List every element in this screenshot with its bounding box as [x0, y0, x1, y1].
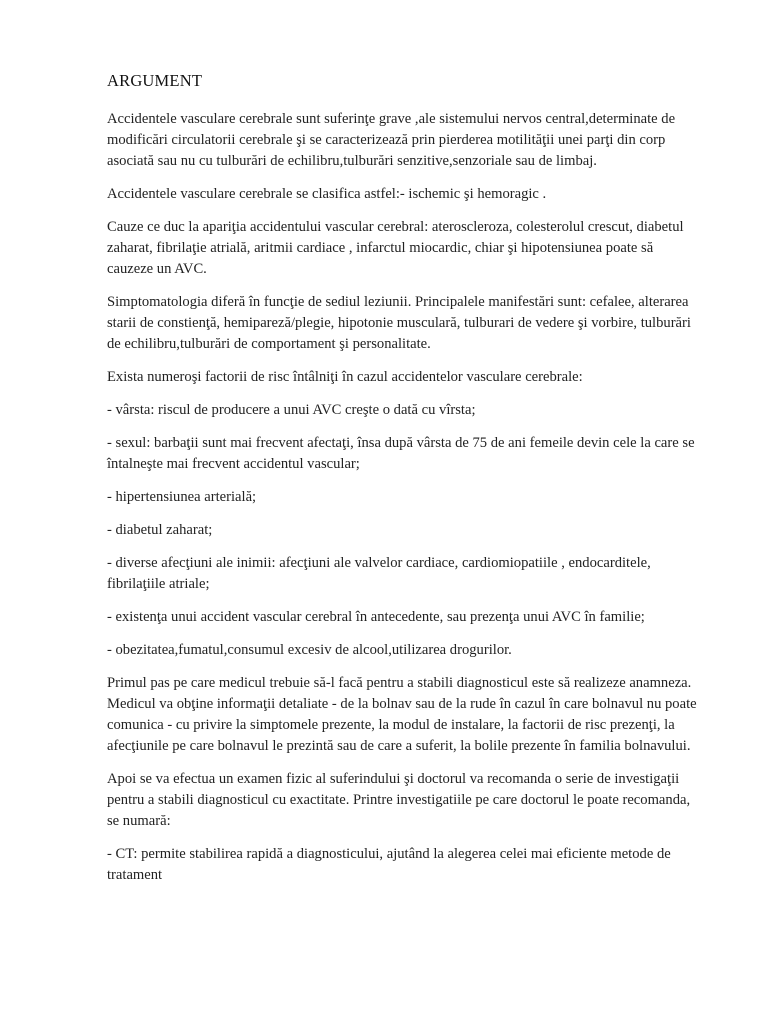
paragraph-risk-factors-intro: Exista numeroşi factorii de risc întâlniţi în cazul accidentelor vasculare cerebrale:	[107, 369, 583, 385]
list-item-sex: - sexul: barbaţii sunt mai frecvent afectaţi, însa după vârsta de 75 de ani femeile devin cele la care se întalneşte mai frecvent accidentul vascular;	[107, 435, 695, 472]
paragraph-classification: Accidentele vasculare cerebrale se clasifica astfel:- ischemic şi hemoragic .	[107, 186, 547, 202]
paragraph-causes: Cauze ce duc la apariţia accidentului vascular cerebral: ateroscleroza, colesterolul crescut, diabetul zaharat, fibrilaţie atrială, aritmii cardiace , infarctul miocardic, chiar şi hipotensiunea poate să cauzeze un AVC.	[107, 219, 684, 277]
document-title: ARGUMENT	[107, 71, 203, 90]
list-item-history: - existenţa unui accident vascular cerebral în antecedente, sau prezenţa unui AVC în familie;	[107, 609, 645, 625]
paragraph-investigations: Apoi se va efectua un examen fizic al suferindului şi doctorul va recomanda o serie de investigaţii pentru a stabili diagnosticul cu exactitate. Printre investigatiile pe care doctorul le poate recomanda, se numară:	[107, 771, 691, 829]
paragraph-symptoms: Simptomatologia diferă în funcţie de sediul leziunii. Principalele manifestări sunt: cefalee, alterarea starii de constienţă, hemipareză/plegie, hipotonie musculară, tulburari de vedere şi vorbire, tulburări de echilibru,tulburări de comportament şi personalitate.	[107, 294, 691, 352]
list-item-lifestyle: - obezitatea,fumatul,consumul excesiv de alcool,utilizarea drogurilor.	[107, 642, 512, 658]
list-item-ct: - CT: permite stabilirea rapidă a diagnosticului, ajutând la alegerea celei mai eficiente metode de tratament	[107, 846, 671, 883]
list-item-diabetes: - diabetul zaharat;	[107, 522, 213, 538]
list-item-hypertension: - hipertensiunea arterială;	[107, 489, 257, 505]
document-page	[107, 70, 699, 898]
list-item-age: - vârsta: riscul de producere a unui AVC creşte o dată cu vîrsta;	[107, 402, 476, 418]
paragraph-definition: Accidentele vasculare cerebrale sunt suferinţe grave ,ale sistemului nervos central,determinate de modificări circulatorii cerebrale şi se caracterizează prin pierderea motilităţii unei parţi din corp asociată sau nu cu tulburări de echilibru,tulburări senzitive,senzoriale sau de limbaj.	[107, 111, 676, 169]
list-item-heart-conditions: - diverse afecţiuni ale inimii: afecţiuni ale valvelor cardiace, cardiomiopatiile , endocarditele, fibrilaţiile atriale;	[107, 555, 651, 592]
paragraph-anamnesis: Primul pas pe care medicul trebuie să-l facă pentru a stabili diagnosticul este să realizeze anamneza. Medicul va obţine informaţii detaliate - de la bolnav sau de la rude în cazul în care bolnavul nu poate comunica - cu privire la simptomele prezente, la modul de instalare, la factorii de risc prezenţi, la afecţiunile pe care bolnavul le prezintă sau de care a suferit, la bolile prezente în familia bolnavului.	[107, 675, 697, 754]
